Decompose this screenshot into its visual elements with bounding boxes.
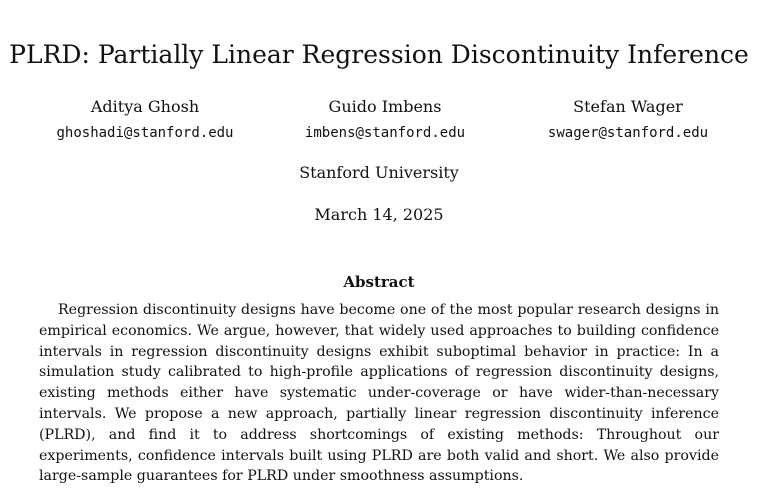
author-email: swager@stanford.edu [547, 125, 709, 141]
abstract-heading: Abstract [343, 273, 415, 291]
author-list [30, 96, 730, 148]
author-block [35, 96, 255, 144]
author-email: ghoshadi@stanford.edu [56, 125, 234, 141]
author-email: imbens@stanford.edu [304, 125, 466, 141]
abstract-text: Regression discontinuity designs have become one of the most popular research designs in empirical economics. We argue, however, that widely used approaches to building confidence intervals in regression discontinuity designs exhibit suboptimal behavior in practice: In a simulation study calibrated to high-profile applications of regression discontinuity designs, existing methods either have systematic under-coverage or have wider-than-necessary intervals. We propose a new approach, partially linear regression discontinuity inference (PLRD), and find it to address shortcomings of existing methods: Throughout our experiments, confidence intervals built using PLRD are both valid and short. We also provide large-sample guarantees for PLRD under smoothness assumptions. [39, 302, 719, 485]
affiliation: Stanford University [299, 163, 459, 182]
author-name: Aditya Ghosh [90, 97, 200, 116]
paper-title: PLRD: Partially Linear Regression Discontinuity Inference [9, 40, 749, 69]
author-name: Stefan Wager [573, 97, 683, 116]
author-block [275, 96, 495, 144]
author-block [518, 96, 738, 144]
author-name: Guido Imbens [328, 97, 442, 116]
publication-date: March 14, 2025 [314, 205, 444, 224]
